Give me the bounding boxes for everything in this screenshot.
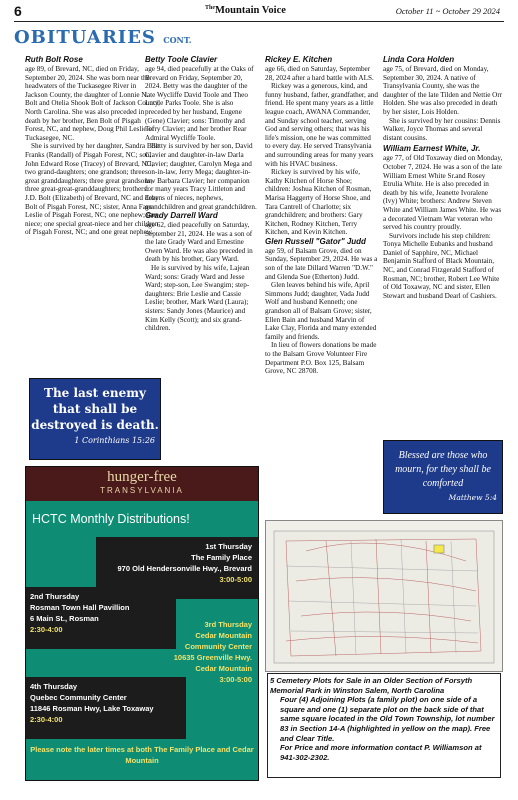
- obit-paragraph: Glen leaves behind his wife, April Simmons Judd; daughter, Vada Judd Wolf and husband Kenneth; one grandson all of Balsam Grove; sister, Ellen Bain and husband Marvin of Lake Clay, Florida and many extended family and friends.: [265, 281, 377, 341]
- flyer-banner: [26, 467, 258, 501]
- distribution-day: 1st Thursday: [205, 542, 252, 551]
- scripture-quote-box: [29, 378, 161, 460]
- obit-paragraph: Betty is survived by her son, David Clavier and daughter-in-law Darla Clavier; daughter, Carolyn Mega and son-in-law, Jerry Mega; daughter-in-law Barbara Clavier; her companion for many years Tracy Littleton and dozens of nieces, nephews, grandchildren and great grandchildren.: [145, 142, 257, 211]
- distribution-place: The Family Place: [191, 553, 252, 562]
- obit-name: Betty Toole Clavier: [145, 55, 218, 64]
- distribution-time: 2:30-4:00: [30, 715, 63, 724]
- page-header: [0, 0, 518, 24]
- distribution-2: [30, 591, 129, 635]
- flyer-logo-sub: TRANSYLVANIA: [100, 486, 184, 495]
- distribution-time: 2:30-4:00: [30, 625, 63, 634]
- distribution-day: 3rd Thursday: [204, 620, 252, 629]
- scripture-quote-box-2: [383, 440, 503, 514]
- scripture-quote-ref: 1 Corinthians 15:26: [74, 436, 155, 445]
- cemetery-map-drawing: [266, 521, 502, 671]
- masthead-the: The: [205, 5, 216, 11]
- section-cont: CONT.: [163, 35, 192, 45]
- distribution-address: 6 Main St., Rosman: [30, 614, 99, 623]
- obit-paragraph: She is survived by her daughter, Sandra Bolt Franks (Randall) of Pisgah Forest, NC; son, John Edward Rose (Tracey) of Brevard, NC; two grand-daughters; one grandson; three great granddaughters; three great grandsons; three great-great-granddaughters; brothers: J.D. Bolt (Elizabeth) of Brevard, NC and Erby Bolt of Pisgah Forest, NC; sister, Anna Faye Leslie of Pisgah Forest, NC; one nephew; one niece; one special great-niece and her children of Pisgah Forest, NC; and one great nephew.: [25, 142, 160, 237]
- column-4: [383, 55, 503, 300]
- obit-paragraph: age 89, of Brevard, NC, died on Friday, September 20, 2024. She was born near the headwaters of the Tuckasegee River in Jackson County, the daughter of Lonnie N. Bolt and Otelia Shook Bolt of Jackson County, North Carolina. She was also preceded in death by her brother, Ben Bolt of Pisgah Forest, NC, and nephew, Doug Phil Leslie of Tuckasegee, NC.: [25, 65, 160, 142]
- hunger-free-flyer: [25, 466, 259, 781]
- highlighted-plot: [434, 545, 444, 553]
- obit-paragraph: age 66, died on Saturday, September 28, 2024 after a hard battle with ALS.: [265, 65, 374, 82]
- ad-body: Four (4) Adjoining Plots (a family plot) on one side of a square and one (1) separate plot on the back side of that same square located in the Old Town Township, lot number 83 in Section 14-A (highlighted in yellow on the map). Free and Clear Title.: [280, 695, 495, 743]
- distribution-place: Community Center: [184, 642, 252, 651]
- obit-name: Rickey E. Kitchen: [265, 55, 333, 64]
- column-3: [265, 55, 378, 376]
- obit-paragraph: Rickey is survived by his wife, Kathy Kitchen of Horse Shoe; children: Joshua Kitchen of Rosman, Marisa Haggerty of Horse Shoe, and Tara Cantrell of Charlotte; six grandchildren; and brothers: Gary Kitchen, Rodney Kitchen, Terry Kitchen, and Kevin Kitchen.: [265, 168, 372, 237]
- ad-heading: 5 Cemetery Plots for Sale in an Older Section of Forsyth Memorial Park in Winston Salem, North Carolina: [270, 676, 473, 695]
- flyer-headline: HCTC Monthly Distributions!: [32, 512, 190, 526]
- obit-paragraph: age 94, died peacefully at the Oaks of Brevard on Friday, September 20, 2024. Betty was the daughter of the late Wycliffe David Toole and Theo Lucile Parks Toole. She is also preceded by her husband, Eugene (Gene) Clavier; sons: Timothy and Terry Clavier; and her brother Rear Admiral Wycliffe Toole.: [145, 65, 254, 142]
- obit-paragraph: age 59, of Balsam Grove, died on Sunday, September 29, 2024. He was a son of the late Dillard Warren "D.W." and Glenda Sue (Etherton) Judd.: [265, 246, 378, 281]
- distribution-1: [118, 541, 253, 585]
- obit-paragraph: He is survived by his wife, Lajean Ward; sons: Grady Ward and Jesse Ward; step-son, Lee Swangim; step-daughters: Brie Leslie and Cassie Leslie; brother, Mark Ward (Laura); sisters: Sandy Jones (Maurice) and Kim Kelly (Scott); and six grand-children.: [145, 264, 250, 333]
- column-2: [145, 55, 258, 333]
- obit-paragraph: age 75, of Brevard, died on Monday, September 30, 2024. A native of Transylvania County, she was the daughter of the late Tilden and Nettie Orr Holden. She was also preceded in death by her sister, Lois Holden.: [383, 65, 503, 116]
- obit-name: Linda Cora Holden: [383, 55, 455, 64]
- header-rule: [14, 21, 504, 22]
- obit-paragraph: Rickey was a generous, kind, and funny husband, father, grandfather, and friend. He spent many years as a little league coach, AWANA Commander, and Sunday school teacher, serving God and serving others; that was his life's mission, one he was committed to every day. He served Transylvania and surrounding areas for many years with his HVAC business.: [265, 82, 378, 168]
- flyer-note: Please note the later times at both The Family Place and Cedar Mountain: [30, 745, 254, 765]
- flyer-logo: hunger-free: [107, 469, 177, 485]
- distribution-4: [30, 681, 154, 725]
- distribution-day: 2nd Thursday: [30, 592, 80, 601]
- column-1: [25, 55, 160, 237]
- distribution-time: 3:00-5:00: [219, 675, 252, 684]
- distribution-city: Cedar Mountain: [195, 664, 252, 673]
- section-title-text: OBITUARIES: [14, 27, 156, 48]
- obit-name: Glen Russell "Gator" Judd: [265, 236, 366, 246]
- distribution-address: 10635 Greenville Hwy.: [173, 653, 252, 662]
- distribution-3: [174, 619, 252, 685]
- page-number: 6: [14, 3, 22, 19]
- scripture-quote-text: The last enemy that shall be destroyed is death.: [31, 386, 159, 432]
- scripture-quote-ref: Matthew 5:4: [448, 493, 497, 502]
- obit-paragraph: In lieu of flowers donations be made to the Balsam Grove Volunteer Fire Department P.O. Box 125, Balsam Grove, NC 28708.: [265, 341, 377, 376]
- distribution-address: 11846 Rosman Hwy, Lake Toxaway: [30, 704, 154, 713]
- distribution-time: 3:00-5:00: [219, 575, 252, 584]
- scripture-quote-text: Blessed are those who mourn, for they shall be comforted: [395, 450, 491, 489]
- obit-paragraph: She is survived by her cousins: Dennis Walker, Joyce Thomas and several distant cousins.: [383, 116, 501, 142]
- cemetery-map: [265, 520, 503, 672]
- obit-name: Ruth Bolt Rose: [25, 55, 83, 64]
- masthead: [205, 5, 286, 16]
- distribution-place: Cedar Mountain: [195, 631, 252, 640]
- distribution-address: 970 Old Hendersonville Hwy., Brevard: [117, 564, 252, 573]
- distribution-place: Quebec Community Center: [30, 693, 127, 702]
- ad-contact: For Price and more information contact P. Williamson at 941-302-2302.: [280, 743, 482, 762]
- section-title: [14, 27, 192, 48]
- obit-name: William Earnest White, Jr.: [383, 144, 481, 154]
- distribution-day: 4th Thursday: [30, 682, 78, 691]
- obit-paragraph: Survivors include his step children: Tonya Michelle Eubanks and husband Daniel of Sapphire, NC, Michael Benjamin Stafford of Black Mountain, NC, and Conrad Fitzgerald Stafford of Rosman, NC; brother, Robert Lee White of Old Toxaway, NC and sister, Ellen Stewart and husband Dearl of Cashiers.: [383, 231, 500, 300]
- cemetery-plots-ad: [267, 673, 501, 778]
- masthead-name: Mountain Voice: [215, 5, 286, 16]
- distribution-place: Rosman Town Hall Pavillion: [30, 603, 130, 612]
- obit-paragraph: age 77, of Old Toxaway died on Monday, October 7, 2024. He was a son of the late William Ernest White Sr.and Rosey Etrulia White. He is also preceded in death by his wife, Jeanette Ivoralene (Ivy) White; brothers: Andrew Steven White and William James White. He was a decorated Vietnam War veteran who served his country proudly.: [383, 154, 503, 232]
- issue-dateline: October 11 ~ October 29 2024: [395, 6, 500, 16]
- obit-name: Grady Darrell Ward: [145, 211, 218, 221]
- obit-paragraph: age 62, died peacefully on Saturday, September 21, 2024. He was a son of the late Grady Ward and Ernestine Owen Ward. He was also preceded in death by his brother, Gary Ward.: [145, 221, 253, 264]
